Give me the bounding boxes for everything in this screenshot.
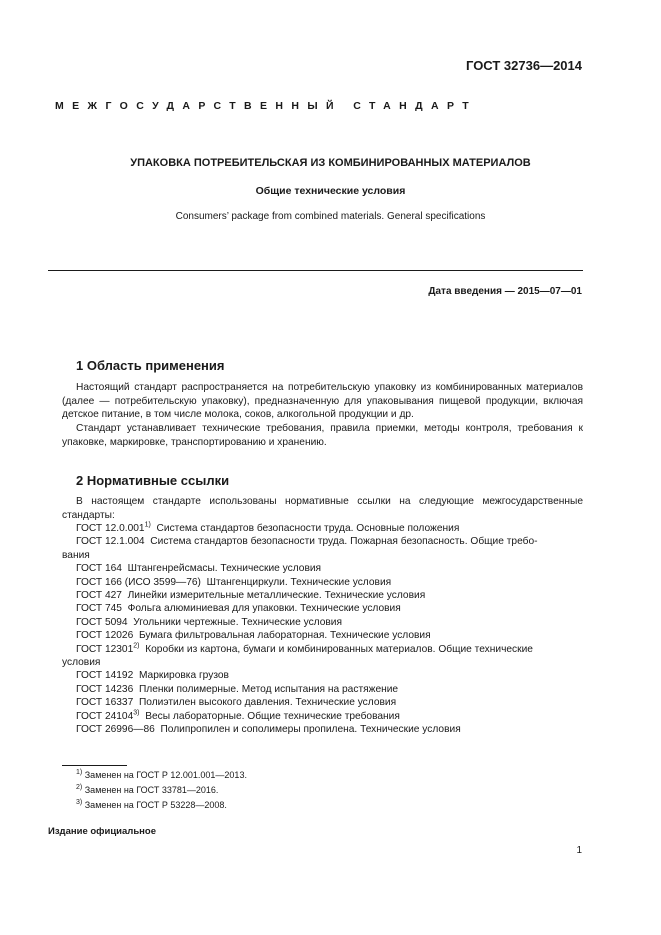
reference-title: Система стандартов безопасности труда. Пожарная безопасность. Общие требо- [150,536,538,548]
section-1-paragraph-1: Настоящий стандарт распространяется на потребительскую упаковку из комбинированных материалов (далее — потребительскую упаковку), предназначенную для упаковывания пищевой продукции, включая детское питание, в том числе молока, соков, алкогольной продукции и др. [62,382,583,421]
reference-title: Весы лабораторные. Общие технические требования [145,710,400,722]
reference-code: ГОСТ 14192 [76,670,134,682]
footnote-marker: 2) [133,642,140,650]
section-1-paragraph-2: Стандарт устанавливает технические требования, правила приемки, методы контроля, требования к упаковке, маркировке, транспортированию и хранению. [62,423,583,448]
reference-continuation: вания [62,549,90,561]
reference-title: Система стандартов безопасности труда. Основные положения [156,523,460,534]
interstate-standard-heading: МЕЖГОСУДАРСТВЕННЫЙ СТАНДАРТ [55,100,478,112]
reference-title: Коробки из картона, бумаги и комбинированных материалов. Общие технические [145,643,533,655]
reference-item [62,710,583,723]
header-divider [48,270,583,271]
section-2-intro: В настоящем стандарте использованы нормативные ссылки на следующие межгосударственные стандарты: [62,496,583,521]
reference-item [62,576,583,589]
reference-title: Линейки измерительные металлические. Технические условия [127,590,426,602]
document-subtitle: Общие технические условия [255,185,406,197]
footnote-1: $^{1)}$ Заменен на ГОСТ Р 12.001.001—2013. [76,769,247,780]
reference-title: Угольники чертежные. Технические условия [133,616,343,628]
reference-item [62,522,583,535]
reference-item [62,535,583,548]
reference-title: Фольга алюминиевая для упаковки. Технические условия [127,603,401,615]
document-title-english: Consumers’ package from combined materials. General specifications [175,211,486,222]
reference-code: ГОСТ 5094 [76,616,128,628]
reference-item [62,602,583,615]
document-title: УПАКОВКА ПОТРЕБИТЕЛЬСКАЯ ИЗ КОМБИНИРОВАННЫХ МАТЕРИАЛОВ [130,157,531,169]
footnote-2: $^{2)}$ Заменен на ГОСТ 33781—2016. [76,784,219,795]
reference-title: Пленки полимерные. Метод испытания на растяжение [138,683,399,695]
official-edition-label: Издание официальное [48,826,156,837]
reference-title: Штангенрейсмасы. Технические условия [127,563,322,575]
footnote-3: $^{3)}$ Заменен на ГОСТ Р 53228—2008. [76,799,227,810]
document-code: ГОСТ 32736—2014 [466,58,582,73]
section-1-body [62,381,583,450]
reference-code: ГОСТ 12026 [76,630,134,642]
reference-item [62,669,583,682]
reference-code: ГОСТ 16337 [76,697,134,709]
normative-references-list [62,522,583,737]
reference-continuation: условия [62,657,101,669]
reference-item [62,643,583,656]
reference-item [62,589,583,602]
section-1-heading: 1 Область применения [76,358,225,373]
reference-code: ГОСТ 26996—86 [76,724,155,736]
reference-code: ГОСТ 427 [76,590,122,602]
reference-code: ГОСТ 164 [76,563,122,575]
reference-title: Штангенциркули. Технические условия [206,576,392,588]
reference-item [62,723,583,736]
reference-code: ГОСТ 12301 [76,643,134,655]
page-number: 1 [576,845,582,856]
reference-code: ГОСТ 24104 [76,710,134,722]
footnote-marker: 3) [133,709,140,717]
reference-title: Бумага фильтровальная лабораторная. Технические условия [138,630,431,642]
footnote-marker: 1) [144,521,151,529]
reference-item [62,683,583,696]
effective-date: Дата введения — 2015—07—01 [428,286,582,297]
reference-code: ГОСТ 14236 [76,683,134,695]
reference-code: ГОСТ 745 [76,603,122,615]
section-2-heading: 2 Нормативные ссылки [76,473,230,488]
reference-code: ГОСТ 12.0.001 [76,523,145,534]
reference-title: Маркировка грузов [138,670,229,682]
reference-item [62,562,583,575]
reference-code: ГОСТ 166 (ИСО 3599—76) [76,576,201,588]
reference-code: ГОСТ 12.1.004 [76,536,145,548]
reference-title: Полиэтилен высокого давления. Технические условия [138,697,397,709]
reference-title: Полипропилен и сополимеры пропилена. Технические условия [160,724,461,736]
reference-item [62,616,583,629]
reference-item [62,629,583,642]
reference-item [62,696,583,709]
footnote-divider [62,765,127,766]
